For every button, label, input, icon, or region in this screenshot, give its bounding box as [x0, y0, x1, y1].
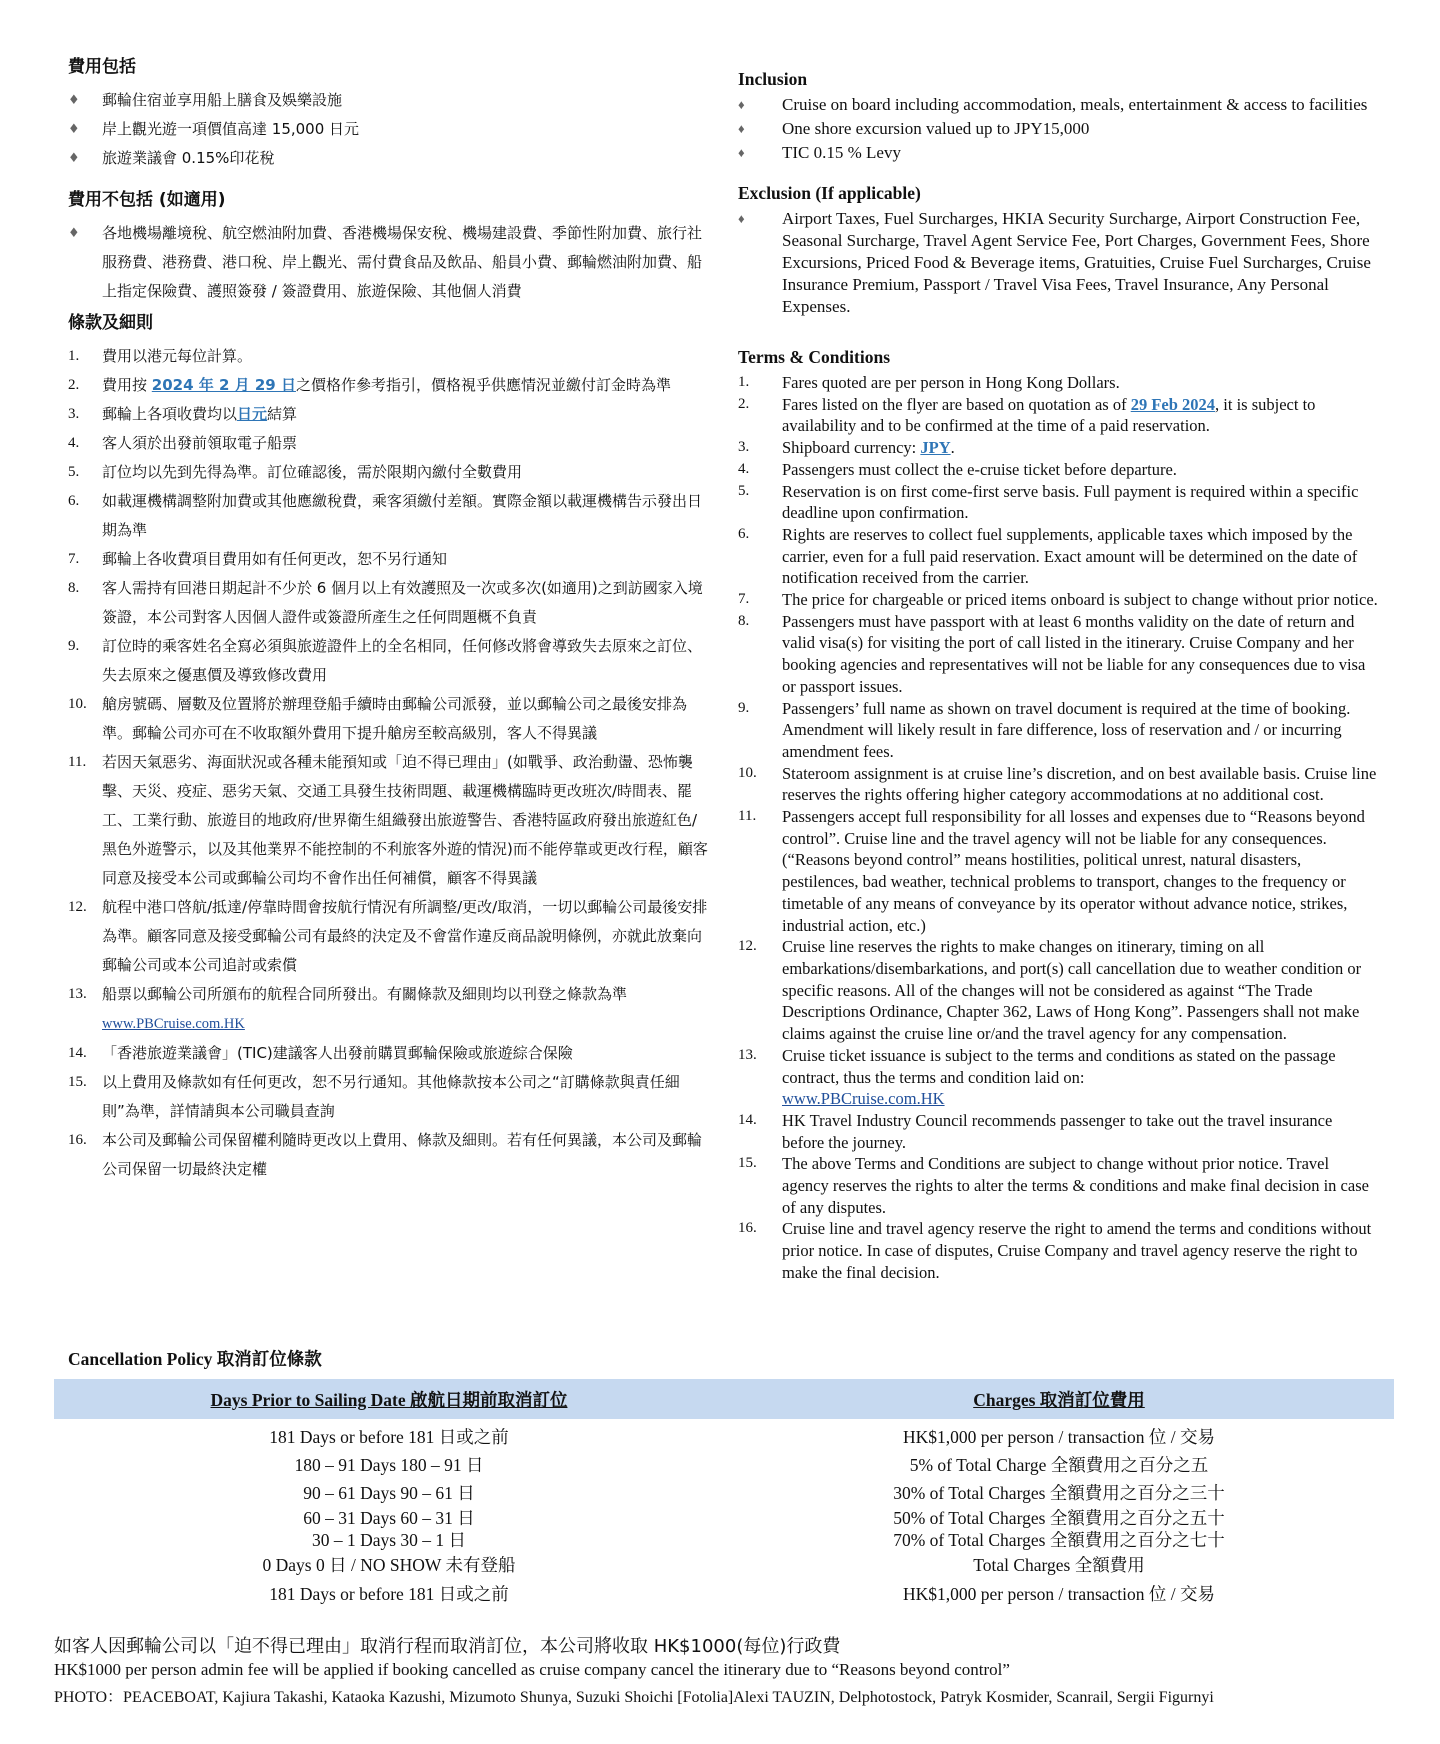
term-text-part: 之價格作參考指引，價格視乎供應情況並繳付訂金時為準 [295, 376, 671, 394]
term-number: 13. [68, 986, 87, 1002]
term-text [782, 1110, 1378, 1153]
term-text [782, 372, 1378, 394]
term-number: 12. [68, 899, 87, 915]
term-item [738, 437, 1378, 459]
term-text-part: Reservation is on first come-first serve basis. Full payment is required within a specific deadline upon confirmation. [782, 481, 1359, 523]
term-text-part: Stateroom assignment is at cruise line’s discretion, and on best available basis. Cruise line reserves the rights offering higher category accommodations at no additional cost. [782, 763, 1377, 805]
term-number: 9. [738, 699, 750, 716]
table-row [54, 1551, 1394, 1579]
term-text [102, 748, 708, 893]
term-text-part: Fares quoted are per person in Hong Kong Dollars. [782, 373, 1120, 392]
term-text-part: 以上費用及條款如有任何更改，恕不另行通知。其他條款按本公司之“訂購條款與責任細則”為準，詳情請與本公司職員查詢 [102, 1073, 680, 1120]
term-item [68, 371, 708, 400]
term-item [738, 1110, 1378, 1153]
table-row [54, 1423, 1394, 1451]
term-number: 8. [738, 612, 750, 629]
term-item [738, 936, 1378, 1045]
term-text [782, 481, 1378, 524]
exclusion-heading-en: Exclusion (If applicable) [738, 183, 921, 203]
highlighted-value: 日元 [237, 405, 268, 423]
term-text [782, 1218, 1378, 1283]
term-text [102, 400, 708, 429]
term-item [68, 690, 708, 748]
term-item [68, 748, 708, 893]
table-row [54, 1479, 1394, 1507]
term-number: 3. [68, 406, 80, 422]
term-text-part: 費用以港元每位計算。 [102, 347, 253, 365]
term-number: 11. [738, 808, 757, 825]
term-text-part: Fares listed on the flyer are based on quotation as of [782, 394, 1131, 414]
term-text-part: 艙房號碼、層數及位置將於辦理登船手續時由郵輪公司派發，並以郵輪公司之最後安排為準。郵輪公司亦可在不收取額外費用下提升艙房至較高級別，客人不得異議 [102, 695, 688, 742]
chinese-column [68, 50, 708, 1184]
term-item [68, 1039, 708, 1068]
highlighted-value: 29 Feb 2024 [1130, 394, 1216, 414]
term-item [68, 342, 708, 371]
term-text [782, 394, 1378, 437]
diamond-bullet-icon: ♦ [738, 211, 745, 226]
term-item [68, 1068, 708, 1126]
term-item [68, 400, 708, 429]
term-item [738, 394, 1378, 437]
term-number: 6. [68, 493, 80, 509]
term-text [782, 1045, 1378, 1110]
term-number: 2. [738, 395, 750, 412]
term-item [738, 763, 1378, 806]
term-text-part: 訂位時的乘客姓名全寫必須與旅遊證件上的全名相同，任何修改將會導致失去原來之訂位、失去原來之優惠價及導致修改費用 [102, 637, 703, 684]
diamond-bullet-icon: ♦ [738, 97, 745, 112]
term-text-part: Passengers’ full name as shown on travel document is required at the time of booking. Amendment will likely result in fare difference, loss of reservation and / or incurring amendment fees. [782, 698, 1351, 761]
terms-list-en [738, 372, 1378, 1284]
term-text [782, 437, 1378, 459]
term-text [782, 698, 1378, 763]
days-cell: 0 Days 0 日 / NO SHOW 未有登船 [262, 1555, 516, 1575]
term-number: 11. [68, 754, 87, 770]
days-cell: 90 – 61 Days 90 – 61 日 [303, 1483, 475, 1503]
term-text [102, 690, 708, 748]
list-item: ♦ 岸上觀光遊一項價值高達 15,000 日元 [68, 115, 708, 144]
term-text-part: Cruise line reserves the rights to make changes on itinerary, timing on all embarkations/disembarkations, and port(s) call cancellation due to weather condition or specific reasons. All of the changes will not be considered as against “The Trade Descriptions Ordinance, Chapter 362, Laws of Hong Kong”. Passengers shall not make claims against the cruise line or/and the travel agency for any compensation. [782, 937, 1362, 1044]
exclusion-text-zh: ♦ 各地機場離境稅、航空燃油附加費、香港機場保安稅、機場建設費、季節性附加費、旅行社服務費、港務費、港口稅、岸上觀光、需付費食品及飲品、船員小費、郵輪燃油附加費、船上指定保險費、護照簽發 / 簽證費用、旅遊保險、其他個人消費 [68, 219, 708, 306]
term-number: 3. [738, 439, 750, 456]
term-number: 7. [68, 551, 80, 567]
term-number: 15. [738, 1155, 757, 1172]
diamond-bullet-icon: ♦ [68, 122, 80, 137]
photo-credits: PHOTO：PEACEBOAT, Kajiura Takashi, Kataoka Kazushi, Mizumoto Shunya, Suzuki Shoichi [Fotolia]Alexi TAUZIN, Delphotostock, Patryk Kosmider, Scanrail, Sergii Figurnyi [54, 1689, 1214, 1706]
term-text-part: The above Terms and Conditions are subject to change without prior notice. Travel agency reserves the rights to alter the terms & conditions and make final decision in case of any disputes. [782, 1154, 1369, 1217]
term-text [102, 632, 708, 690]
cancellation-rows [54, 1423, 1394, 1609]
term-number: 9. [68, 638, 80, 654]
diamond-bullet-icon: ♦ [738, 121, 745, 136]
diamond-bullet-icon: ♦ [68, 151, 80, 166]
term-number: 5. [738, 482, 750, 499]
list-item: ♦ One shore excursion valued up to JPY15,000 [738, 119, 1090, 138]
list-item: ♦ TIC 0.15 % Levy [738, 143, 901, 162]
table-row [54, 1579, 1394, 1609]
table-row [54, 1529, 1394, 1551]
term-text-part: Passengers must collect the e-cruise ticket before departure. [782, 459, 1177, 479]
charge-cell: HK$1,000 per person / transaction 位 / 交易 [902, 1427, 1216, 1447]
charge-cell: 5% of Total Charge 全額費用之百分之五 [909, 1455, 1209, 1475]
list-item: ♦ 旅遊業議會 0.15%印花稅 [68, 144, 708, 173]
term-text-part: 「香港旅遊業議會」(TIC)建議客人出發前購買郵輪保險或旅遊綜合保險 [102, 1044, 573, 1062]
days-cell: 180 – 91 Days 180 – 91 日 [294, 1455, 484, 1475]
highlighted-value: JPY [920, 438, 951, 458]
term-item [68, 429, 708, 458]
term-item [68, 1126, 708, 1184]
days-cell: 181 Days or before 181 日或之前 [269, 1427, 509, 1447]
cancellation-policy [54, 1346, 1394, 1609]
terms-list-zh [68, 342, 708, 1184]
term-text-part: . [950, 438, 955, 458]
term-item [738, 1153, 1378, 1218]
term-number: 10. [68, 696, 87, 712]
days-cell: 181 Days or before 181 日或之前 [269, 1584, 509, 1604]
charge-cell: 50% of Total Charges 全額費用之百分之五十 [893, 1508, 1225, 1528]
term-text [102, 458, 708, 487]
term-number: 12. [738, 938, 757, 955]
term-text [102, 1068, 708, 1126]
term-text-part: 如載運機構調整附加費或其他應繳稅費，乘客須繳付差額。實際金額以載運機構告示發出日期為準 [102, 492, 703, 539]
inclusion-heading-zh: 費用包括 [68, 57, 136, 77]
term-number: 14. [738, 1111, 757, 1128]
cancellation-table-header [54, 1379, 1394, 1419]
term-item [738, 524, 1378, 589]
term-text [782, 524, 1378, 589]
term-item [738, 806, 1378, 936]
term-number: 16. [68, 1132, 87, 1148]
term-item [68, 487, 708, 545]
term-text [782, 763, 1378, 806]
term-number: 14. [68, 1045, 87, 1061]
term-text-part: 本公司及郵輪公司保留權利隨時更改以上費用、條款及細則。若有任何異議，本公司及郵輪公司保留一切最終決定權 [102, 1131, 703, 1178]
term-number: 4. [738, 460, 750, 477]
term-item [68, 458, 708, 487]
term-text [782, 936, 1378, 1045]
table-row [54, 1507, 1394, 1529]
term-text [102, 893, 708, 980]
term-text-part: , it is subject to availability and to be confirmed at the time of a paid reservation. [782, 394, 1316, 436]
charge-cell: Total Charges 全額費用 [973, 1555, 1145, 1575]
term-text [102, 1039, 708, 1068]
charge-cell: 70% of Total Charges 全額費用之百分之七十 [893, 1530, 1225, 1550]
term-text-part: 若因天氣惡劣、海面狀況或各種未能預知或「迫不得已理由」(如戰爭、政治動盪、恐怖襲擊、天災、疫症、惡劣天氣、交通工具發生技術問題、載運機構臨時更改班次/時間表、罷工、工業行動、旅遊目的地政府/世界衛生組織發出旅遊警告、香港特區政府發出旅遊紅色/黑色外遊警示，以及其他業界不能控制的不利旅客外遊的情況)而不能停靠或更改行程，顧客同意及接受本公司或郵輪公司均不會作出任何補償，顧客不得異議 [102, 753, 708, 887]
inclusion-heading-en: Inclusion [738, 69, 808, 89]
term-text-part: 航程中港口啓航/抵達/停靠時間會按航行情況有所調整/更改/取消，一切以郵輪公司最後安排為準。顧客同意及接受郵輪公司有最終的決定及不會當作違反商品說明條例，亦就此放棄向郵輪公司或本公司追討或索償 [102, 898, 708, 974]
term-text-part: 結算 [267, 405, 298, 423]
term-text [102, 429, 708, 458]
term-item [68, 545, 708, 574]
exclusion-text-en: ♦ Airport Taxes, Fuel Surcharges, HKIA Security Surcharge, Airport Construction Fee, Seasonal Surcharge, Travel Agent Service Fee, Port Charges, Government Fees, Shore Excursions, Priced Food & Beverage items, Gratuities, Cruise Fuel Surcharges, Cruise Insurance Premium, Passport / Travel Visa Fees, Travel Insurance, Any Personal Expenses. [738, 209, 1371, 316]
terms-heading-en: Terms & Conditions [738, 347, 891, 367]
term-number: 6. [738, 525, 750, 542]
website-link[interactable]: www.PBCruise.com.HK [782, 1089, 945, 1109]
term-text [782, 611, 1378, 698]
diamond-bullet-icon: ♦ [68, 93, 80, 108]
term-text-part: Passengers accept full responsibility for all losses and expenses due to “Reasons beyond control”. Cruise line and the travel agency will not be liable for any consequences. (“Reasons beyond control” means hostilities, political unrest, natural disasters, pestilences, bad weather, technical problems to transport, changes to the frequency or timetable of any means of conveyance by its operator without advance notice, strikes, industrial action, etc.) [782, 807, 1365, 935]
term-number: 1. [68, 348, 80, 364]
term-text-part: 郵輪上各收費項目費用如有任何更改，恕不另行通知 [102, 550, 448, 568]
cancellation-title: Cancellation Policy 取消訂位條款 [68, 1349, 322, 1369]
term-text [102, 574, 708, 632]
term-text-part: Cruise line and travel agency reserve the right to amend the terms and conditions without prior notice. In case of disputes, Cruise Company and travel agency reserve the right to make the final decision. [782, 1219, 1372, 1282]
term-text [782, 1153, 1378, 1218]
term-number: 1. [738, 374, 750, 390]
term-item [738, 611, 1378, 698]
term-text-part: 客人需持有回港日期起計不少於 6 個月以上有效護照及一次或多次(如適用)之到訪國家入境簽證，本公司對客人因個人證件或簽證所產生之任何問題概不負責 [102, 579, 703, 626]
term-item [738, 698, 1378, 763]
column-header-days: Days Prior to Sailing Date 啟航日期前取消訂位 [210, 1389, 568, 1410]
term-number: 13. [738, 1046, 757, 1063]
term-number: 8. [68, 580, 80, 596]
list-item: ♦ Cruise on board including accommodation, meals, entertainment & access to facilities [738, 95, 1368, 114]
term-item [68, 893, 708, 980]
term-item [738, 481, 1378, 524]
term-text-part: Rights are reserves to collect fuel supplements, applicable taxes which imposed by the carrier, even for a full paid reservation. Exact amount will be determined on the date of notification received from the carrier. [782, 524, 1358, 588]
term-number: 4. [68, 435, 80, 451]
term-text-part: 船票以郵輪公司所頒布的航程合同所發出。有關條款及細則均以刊登之條款為準 [102, 985, 628, 1003]
term-text [782, 806, 1378, 936]
days-cell: 60 – 31 Days 60 – 31 日 [303, 1508, 475, 1528]
term-item [738, 1218, 1378, 1283]
term-text-part: 客人須於出發前領取電子船票 [102, 434, 298, 452]
term-text [782, 459, 1378, 481]
exclusion-heading-zh: 費用不包括 (如適用) [68, 190, 226, 210]
table-row [54, 1451, 1394, 1479]
term-text [782, 589, 1378, 611]
term-number: 7. [738, 591, 750, 608]
term-text [102, 371, 708, 400]
term-text-part: 訂位均以先到先得為準。訂位確認後，需於限期內繳付全數費用 [102, 463, 523, 481]
charge-cell: 30% of Total Charges 全額費用之百分之三十 [893, 1483, 1225, 1503]
term-number: 2. [68, 377, 80, 393]
english-column [738, 50, 1378, 1284]
term-text [102, 980, 708, 1039]
term-text-part: 郵輪上各項收費均以 [102, 405, 238, 423]
term-item [68, 632, 708, 690]
footer-admin-fee-en: HK$1000 per person admin fee will be applied if booking cancelled as cruise company cancel the itinerary due to “Reasons beyond control” [54, 1660, 1010, 1679]
days-cell: 30 – 1 Days 30 – 1 日 [311, 1530, 467, 1550]
term-text-part: Cruise ticket issuance is subject to the terms and conditions as stated on the passage contract, thus the terms and condition laid on: [782, 1045, 1336, 1087]
term-item [738, 589, 1378, 611]
term-text [102, 487, 708, 545]
website-link[interactable]: www.PBCruise.com.HK [102, 1016, 245, 1032]
term-text-part: HK Travel Industry Council recommends passenger to take out the travel insurance before the journey. [782, 1110, 1333, 1152]
term-number: 16. [738, 1220, 757, 1237]
term-text-part: Passengers must have passport with at least 6 months validity on the date of return and valid visa(s) for visiting the port of call listed in the itinerary. Cruise Company and her booking agencies and representatives will not be liable for any consequences due to visa or passport issues. [782, 611, 1366, 696]
term-number: 15. [68, 1074, 87, 1090]
term-item [738, 372, 1378, 394]
term-text-part: 費用按 [102, 376, 152, 394]
term-text-part: The price for chargeable or priced items onboard is subject to change without prior notice. [782, 590, 1378, 610]
footer-admin-fee-zh: 如客人因郵輪公司以「迫不得已理由」取消行程而取消訂位，本公司將收取 HK$1000(每位)行政費 [54, 1636, 841, 1657]
term-item [68, 980, 708, 1039]
term-text [102, 342, 708, 371]
term-text [102, 1126, 708, 1184]
term-text-part: Shipboard currency: [782, 438, 921, 458]
column-header-charges: Charges 取消訂位費用 [973, 1389, 1145, 1410]
term-text [102, 545, 708, 574]
list-item: ♦ 郵輪住宿並享用船上膳食及娛樂設施 [68, 86, 708, 115]
diamond-bullet-icon: ♦ [68, 226, 80, 241]
inclusion-list-en [738, 94, 1378, 164]
term-item [68, 574, 708, 632]
inclusion-list-zh [68, 86, 708, 173]
diamond-bullet-icon: ♦ [738, 145, 745, 160]
highlighted-value: 2024 年 2 月 29 日 [151, 376, 296, 394]
term-number: 5. [68, 464, 80, 480]
term-item [738, 1045, 1378, 1110]
terms-heading-zh: 條款及細則 [68, 313, 153, 333]
term-number: 10. [738, 764, 757, 781]
charge-cell: HK$1,000 per person / transaction 位 / 交易 [902, 1584, 1216, 1604]
term-item [738, 459, 1378, 481]
